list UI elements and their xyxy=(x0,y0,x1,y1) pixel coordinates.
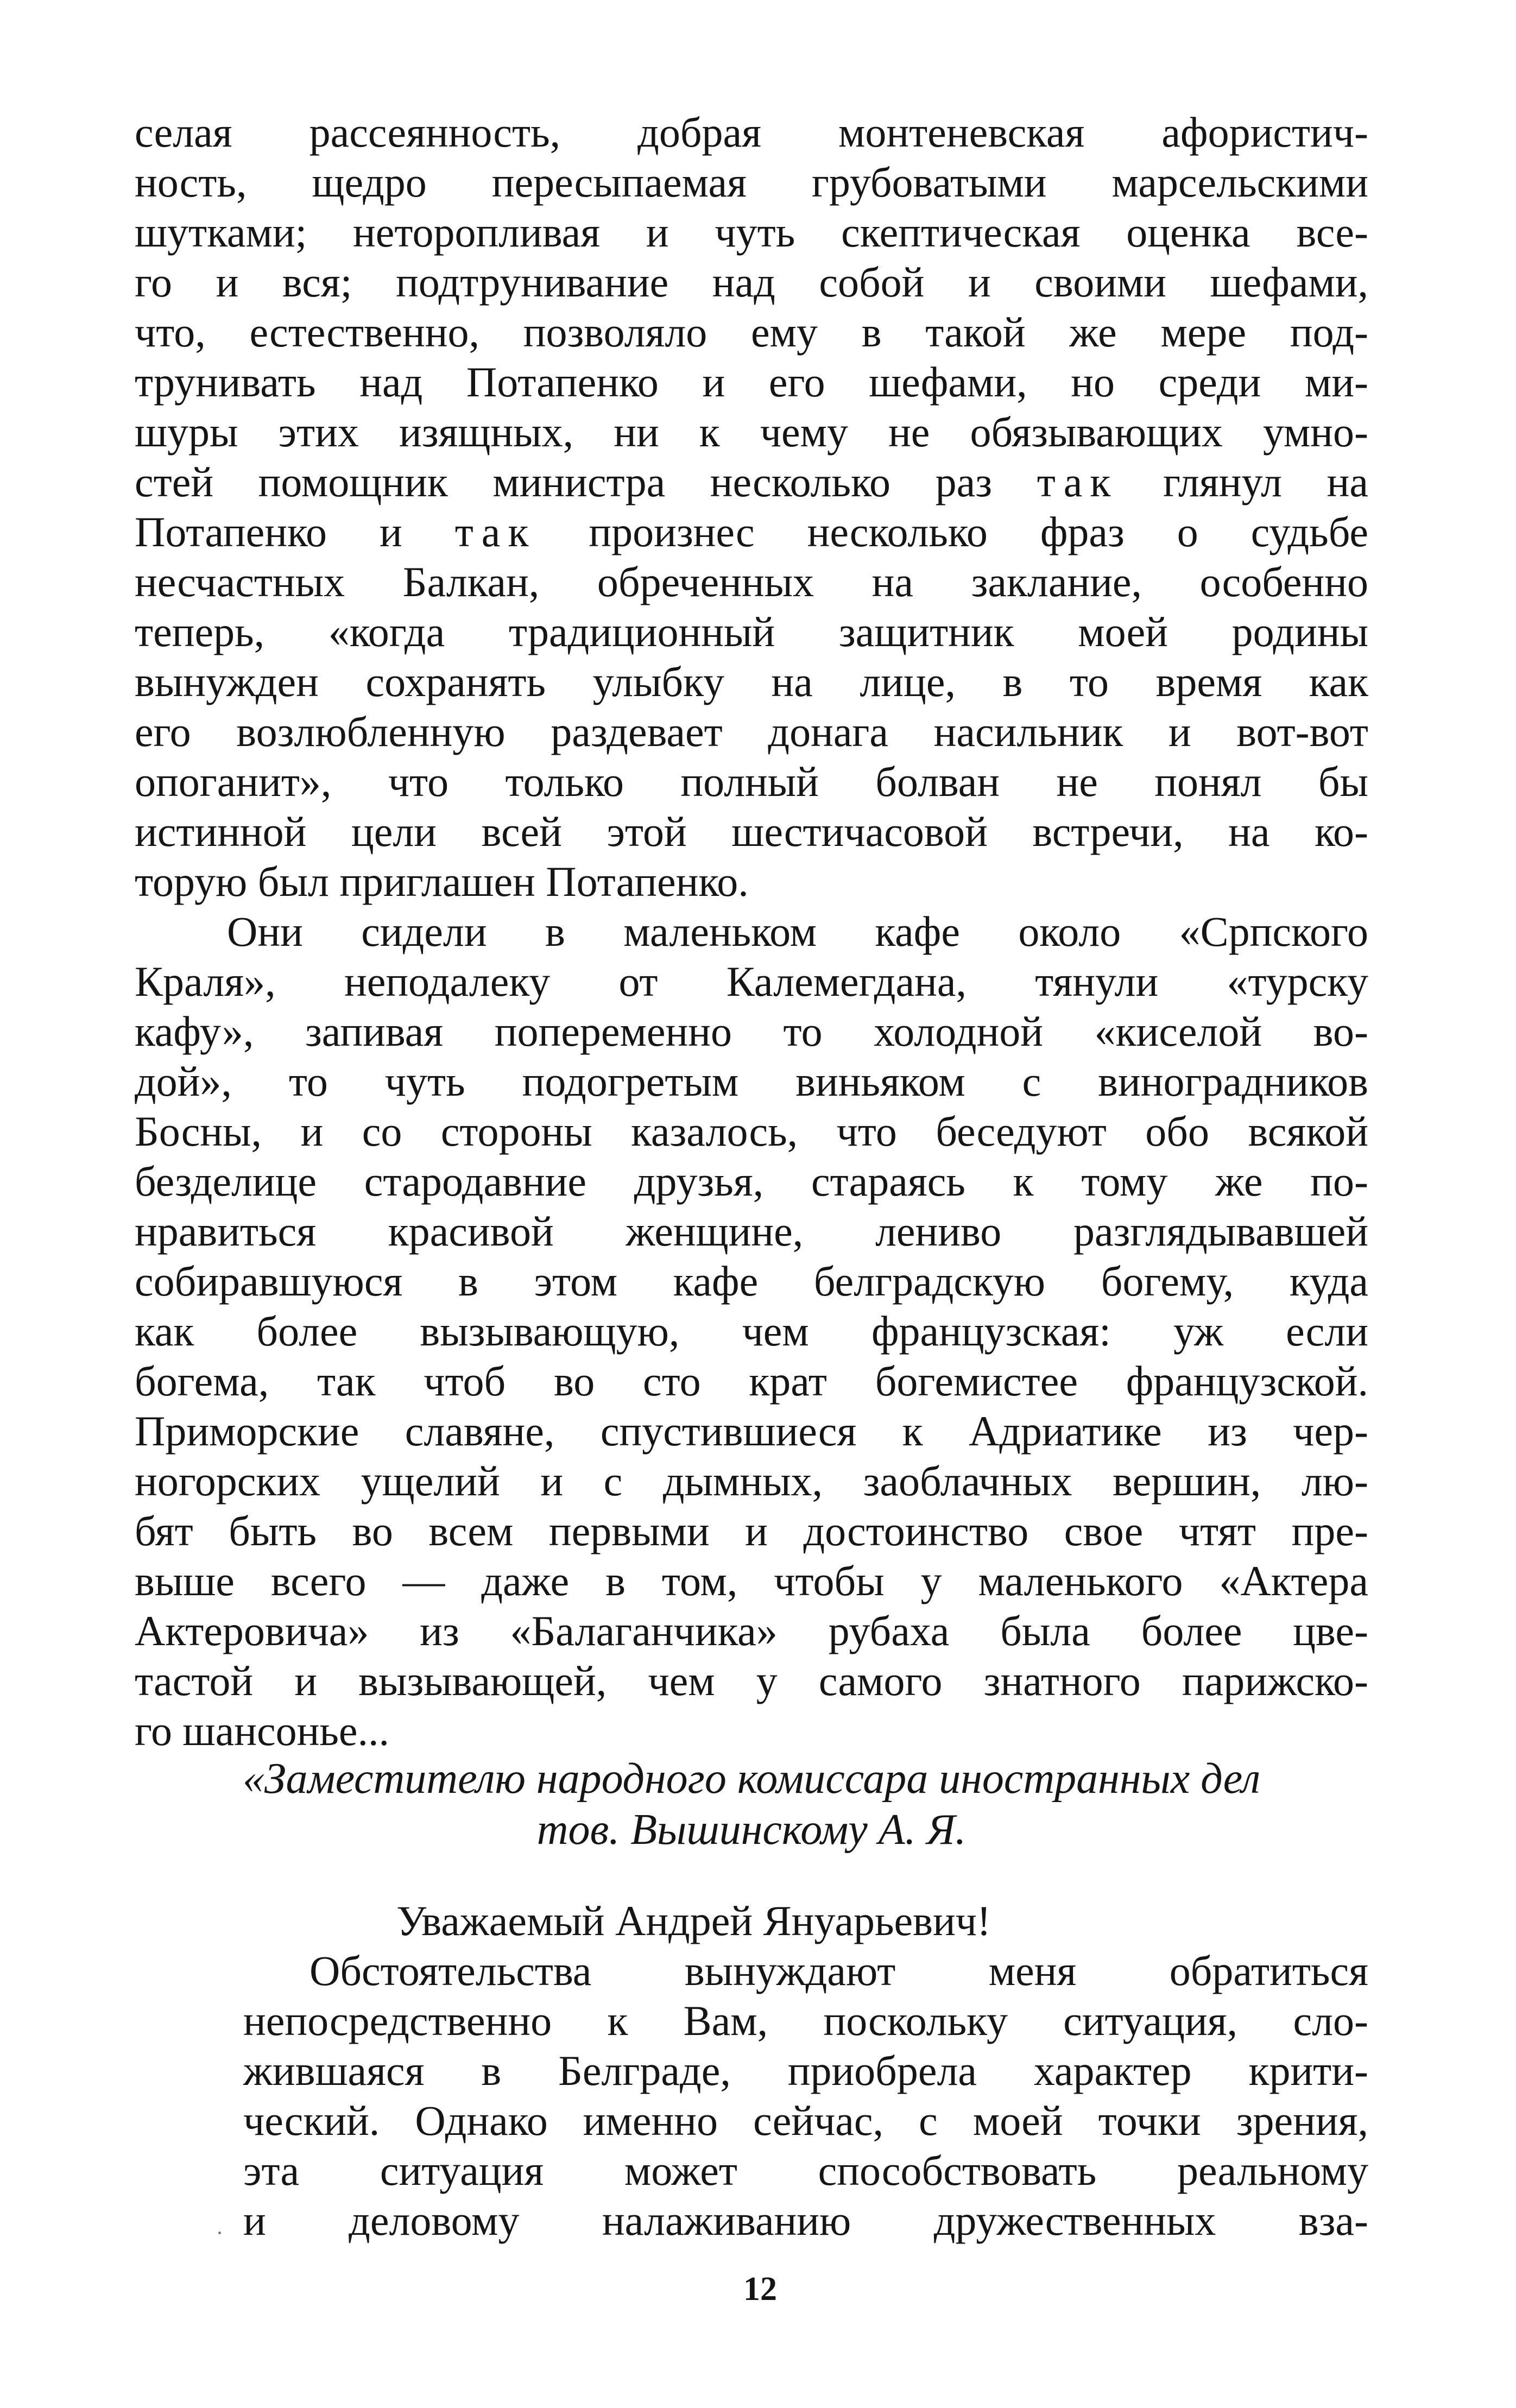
text-line: селая рассеянность, добрая монтеневская афористич- xyxy=(135,109,1368,156)
text-line: бят быть во всем первыми и достоинство свое чтят пре- xyxy=(135,1507,1368,1554)
text-line: его возлюбленную раздевает донага насильник и вот-вот xyxy=(135,708,1368,755)
text-line: ногорских ущелий и с дымных, заоблачных вершин, лю- xyxy=(135,1457,1368,1505)
text-line: опоганит», что только полный болван не понял бы xyxy=(135,758,1368,805)
text-line: собиравшуюся в этом кафе белградскую богему, куда xyxy=(135,1257,1368,1305)
text-line: Босны, и со стороны казалось, что беседуют обо всякой xyxy=(135,1108,1368,1155)
spaced-emphasis: так xyxy=(454,508,536,555)
text-line: трунивать над Потапенко и его шефами, но среди ми- xyxy=(135,358,1368,406)
text-line xyxy=(135,457,1368,507)
text-line: ность, щедро пересыпаемая грубоватыми марсельскими xyxy=(135,159,1368,206)
text-line: шуры этих изящных, ни к чему не обязывающих умно- xyxy=(135,408,1368,456)
spaced-emphasis: так xyxy=(1037,458,1119,505)
text-line: тастой и вызывающей, чем у самого знатного парижско- xyxy=(135,1657,1368,1704)
text-line: нравиться красивой женщине, лениво разглядывавшей xyxy=(135,1208,1368,1255)
text-line: истинной цели всей этой шестичасовой встречи, на ко- xyxy=(135,808,1368,855)
text-line: несчастных Балкан, обреченных на заклание, особенно xyxy=(135,558,1368,605)
text-line: шутками; неторопливая и чуть скептическая оценка все- xyxy=(135,208,1368,256)
letter-salutation: Уважаемый Андрей Януарьевич! xyxy=(396,1897,991,1944)
text-line: что, естественно, позволяло ему в такой же мере под- xyxy=(135,308,1368,356)
text-line: го и вся; подтрунивание над собой и своими шефами, xyxy=(135,258,1368,306)
page-number: 12 xyxy=(743,2271,777,2308)
letter-line: ческий. Однако именно сейчас, с моей точки зрения, xyxy=(243,2097,1368,2144)
text-line xyxy=(135,507,1368,557)
text-line: Краля», неподалеку от Калемегдана, тянули «турску xyxy=(135,958,1368,1005)
text-line: вынужден сохранять улыбку на лице, в то время как xyxy=(135,658,1368,705)
text-line: кафу», запивая попеременно то холодной «киселой во- xyxy=(135,1008,1368,1055)
text-line: как более вызывающую, чем французская: уж если xyxy=(135,1307,1368,1355)
text-line: Приморские славяне, спустившиеся к Адриатике из чер- xyxy=(135,1407,1368,1455)
text-segment: глянул на xyxy=(1118,458,1369,505)
letter-line: эта ситуация может способствовать реальному xyxy=(243,2147,1368,2194)
print-speck xyxy=(218,2232,221,2234)
letter-heading: тов. Вышинскому А. Я. xyxy=(536,1806,967,1854)
letter-line: жившаяся в Белграде, приобрела характер крити- xyxy=(243,2047,1368,2094)
text-line: Они сидели в маленьком кафе около «Српского xyxy=(227,908,1368,955)
text-line: богема, так чтоб во сто крат богемистее французской. xyxy=(135,1357,1368,1405)
letter-line: Обстоятельства вынуждают меня обратиться xyxy=(309,1947,1368,1994)
text-segment: Потапенко и xyxy=(135,508,455,555)
letter-line: непосредственно к Вам, поскольку ситуация, сло- xyxy=(243,1997,1368,2044)
text-line: торую был приглашен Потапенко. xyxy=(135,858,749,905)
text-segment: произнес несколько фраз о судьбе xyxy=(536,508,1369,555)
text-line: го шансонье... xyxy=(135,1707,390,1754)
text-line: теперь, «когда традиционный защитник моей родины xyxy=(135,608,1368,655)
text-line: выше всего — даже в том, чтобы у маленького «Актера xyxy=(135,1557,1368,1604)
text-line: дой», то чуть подогретым виньяком с виноградников xyxy=(135,1058,1368,1105)
text-segment: стей помощник министра несколько раз xyxy=(135,458,1037,505)
letter-heading: «Заместителю народного комиссара иностранных дел xyxy=(242,1755,1261,1803)
letter-line: и деловому налаживанию дружественных вза- xyxy=(243,2197,1368,2244)
text-line: Актеровича» из «Балаганчика» рубаха была более цве- xyxy=(135,1607,1368,1654)
text-line: безделице стародавние друзья, стараясь к тому же по- xyxy=(135,1158,1368,1205)
